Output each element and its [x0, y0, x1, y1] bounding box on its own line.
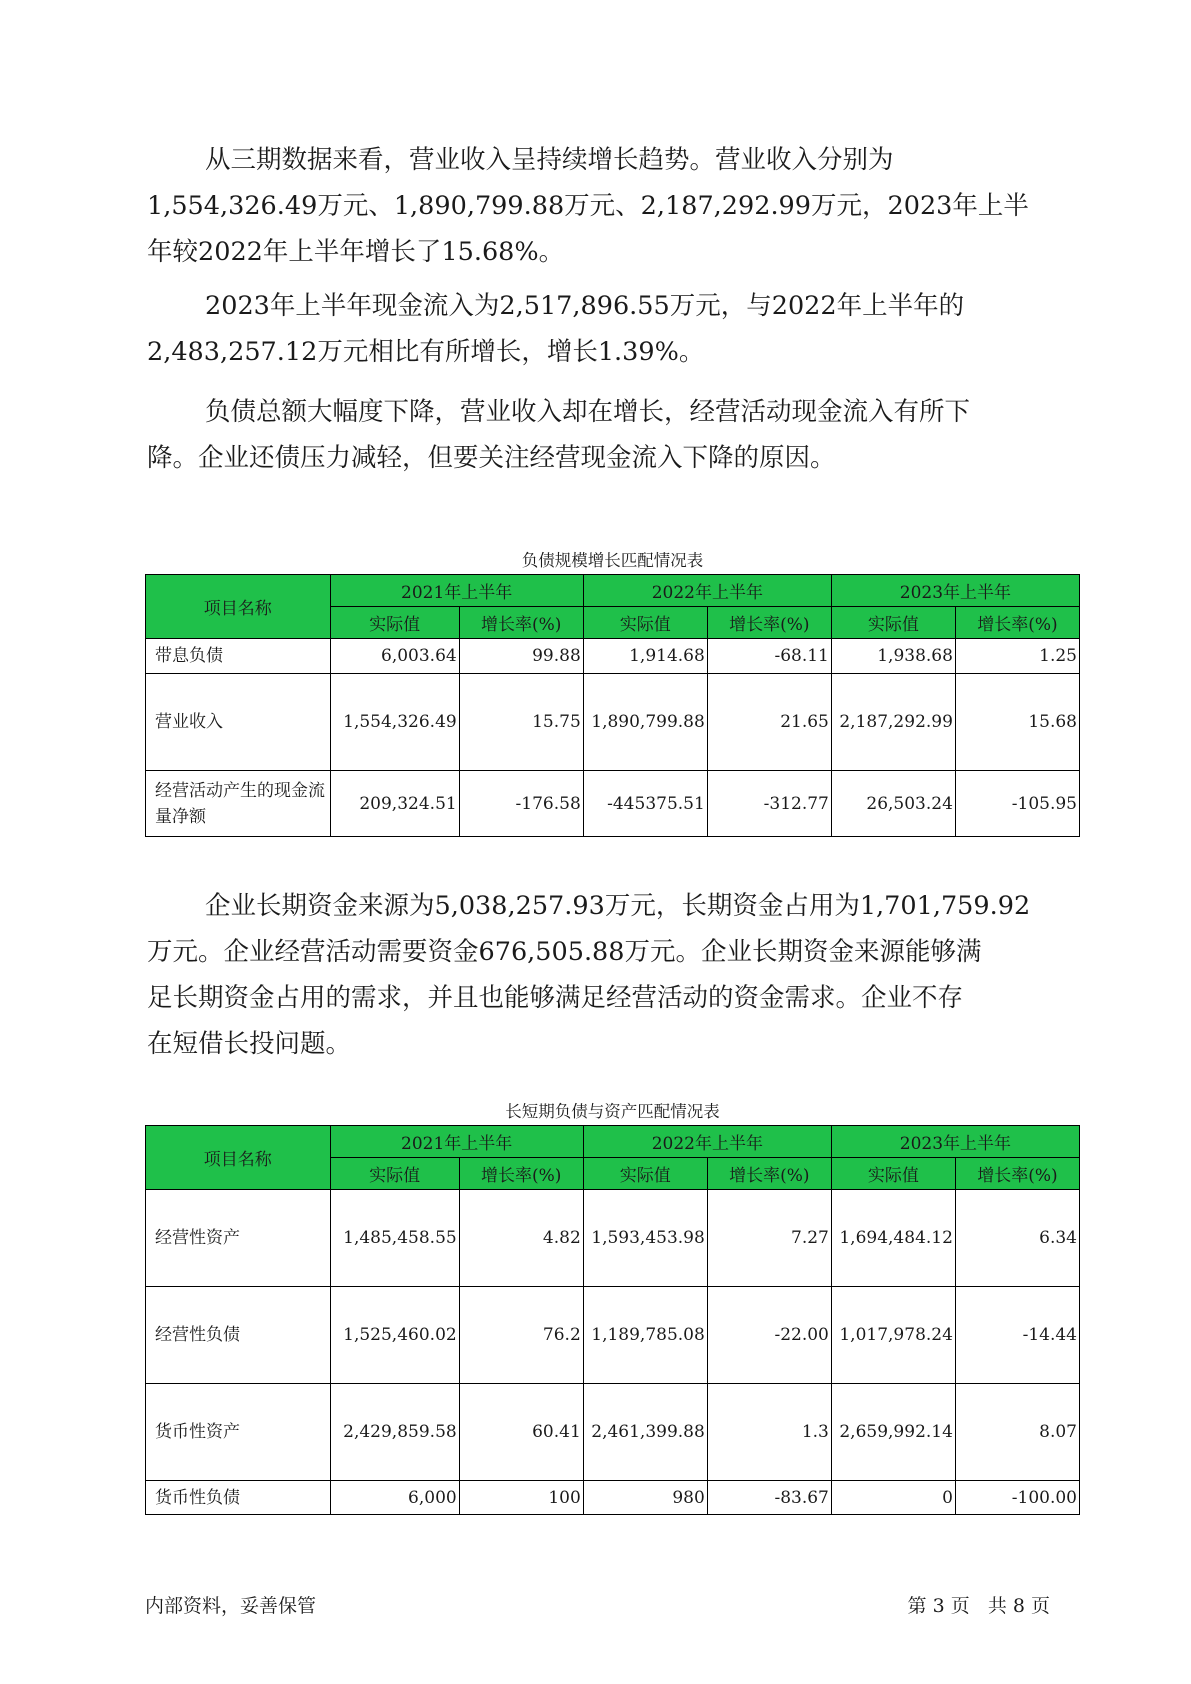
footer-page-number: 第 3 页 共 8 页 — [907, 1595, 1050, 1617]
cell-value: 15.75 — [459, 674, 583, 771]
header-actual: 实际值 — [330, 607, 459, 639]
table-row — [146, 1190, 1080, 1287]
cell-value: 15.68 — [955, 674, 1079, 771]
cell-value: 99.88 — [459, 639, 583, 674]
table-row — [146, 1287, 1080, 1384]
row-name: 经营性负债 — [146, 1287, 331, 1384]
paragraph-debt — [147, 389, 1077, 481]
cell-value: -100.00 — [955, 1481, 1079, 1515]
cell-value: 1,694,484.12 — [831, 1190, 955, 1287]
cell-value: 100 — [459, 1481, 583, 1515]
cell-value: 209,324.51 — [330, 771, 459, 837]
header-growth: 增长率(%) — [459, 1158, 583, 1190]
cell-value: -83.67 — [707, 1481, 831, 1515]
header-item-name: 项目名称 — [146, 1126, 331, 1190]
header-period-2022: 2022年上半年 — [583, 1126, 831, 1158]
cell-value: 6,000 — [330, 1481, 459, 1515]
header-growth: 增长率(%) — [459, 607, 583, 639]
cell-value: 1.3 — [707, 1384, 831, 1481]
paragraph-line: 降。企业还债压力减轻，但要关注经营现金流入下降的原因。 — [147, 443, 836, 473]
cell-value: 1,938.68 — [831, 639, 955, 674]
cell-value: 1,017,978.24 — [831, 1287, 955, 1384]
cell-value: 1,554,326.49 — [330, 674, 459, 771]
header-actual: 实际值 — [583, 1158, 707, 1190]
table-row — [146, 771, 1080, 837]
header-period-2023: 2023年上半年 — [831, 1126, 1079, 1158]
paragraph-line: 2023年上半年现金流入为2,517,896.55万元，与2022年上半年的 — [205, 291, 965, 321]
cell-value: -14.44 — [955, 1287, 1079, 1384]
table-row — [146, 1384, 1080, 1481]
cell-value: 0 — [831, 1481, 955, 1515]
cell-value: 60.41 — [459, 1384, 583, 1481]
cell-value: -176.58 — [459, 771, 583, 837]
cell-value: -312.77 — [707, 771, 831, 837]
table1-caption: 负债规模增长匹配情况表 — [521, 551, 704, 570]
row-name: 带息负债 — [146, 639, 331, 674]
header-actual: 实际值 — [831, 607, 955, 639]
cell-value: 1,485,458.55 — [330, 1190, 459, 1287]
cell-value: 7.27 — [707, 1190, 831, 1287]
header-growth: 增长率(%) — [707, 607, 831, 639]
header-period-2022: 2022年上半年 — [583, 575, 831, 607]
cell-value: 1,593,453.98 — [583, 1190, 707, 1287]
paragraph-line: 2,483,257.12万元相比有所增长，增长1.39%。 — [147, 337, 705, 367]
cell-value: -105.95 — [955, 771, 1079, 837]
header-growth: 增长率(%) — [955, 1158, 1079, 1190]
header-actual: 实际值 — [583, 607, 707, 639]
paragraph-long-term-funds — [147, 883, 1077, 1067]
row-name: 经营活动产生的现金流量净额 — [146, 771, 331, 837]
cell-value: -445375.51 — [583, 771, 707, 837]
table2-caption: 长短期负债与资产匹配情况表 — [505, 1102, 720, 1121]
paragraph-line: 足长期资金占用的需求，并且也能够满足经营活动的资金需求。企业不存 — [147, 983, 964, 1013]
cell-value: -68.11 — [707, 639, 831, 674]
row-name: 货币性负债 — [146, 1481, 331, 1515]
header-actual: 实际值 — [330, 1158, 459, 1190]
cell-value: -22.00 — [707, 1287, 831, 1384]
header-period-2021: 2021年上半年 — [330, 1126, 583, 1158]
paragraph-line: 在短借长投问题。 — [147, 1029, 352, 1059]
table-row — [146, 639, 1080, 674]
cell-value: 2,429,859.58 — [330, 1384, 459, 1481]
cell-value: 26,503.24 — [831, 771, 955, 837]
cell-value: 980 — [583, 1481, 707, 1515]
header-growth: 增长率(%) — [707, 1158, 831, 1190]
cell-value: 76.2 — [459, 1287, 583, 1384]
debt-matching-table — [145, 574, 1080, 837]
paragraph-line: 企业长期资金来源为5,038,257.93万元，长期资金占用为1,701,759.92 — [205, 891, 1031, 921]
cell-value: 6.34 — [955, 1190, 1079, 1287]
cell-value: 1,914.68 — [583, 639, 707, 674]
cell-value: 8.07 — [955, 1384, 1079, 1481]
cell-value: 2,461,399.88 — [583, 1384, 707, 1481]
row-name: 经营性资产 — [146, 1190, 331, 1287]
cell-value: 21.65 — [707, 674, 831, 771]
row-name: 营业收入 — [146, 674, 331, 771]
header-actual: 实际值 — [831, 1158, 955, 1190]
footer-confidential-note: 内部资料，妥善保管 — [145, 1595, 317, 1617]
cell-value: 1,525,460.02 — [330, 1287, 459, 1384]
cell-value: 2,187,292.99 — [831, 674, 955, 771]
header-period-2023: 2023年上半年 — [831, 575, 1079, 607]
header-growth: 增长率(%) — [955, 607, 1079, 639]
cell-value: 1,890,799.88 — [583, 674, 707, 771]
paragraph-line: 从三期数据来看，营业收入呈持续增长趋势。营业收入分别为 — [205, 145, 894, 175]
paragraph-revenue — [147, 137, 1077, 275]
paragraph-cash-inflow — [147, 283, 1077, 375]
row-name: 货币性资产 — [146, 1384, 331, 1481]
paragraph-line: 1,554,326.49万元、1,890,799.88万元、2,187,292.99万元，2023年上半 — [147, 191, 1029, 221]
header-period-2021: 2021年上半年 — [330, 575, 583, 607]
paragraph-line: 负债总额大幅度下降，营业收入却在增长，经营活动现金流入有所下 — [205, 397, 971, 427]
paragraph-line: 年较2022年上半年增长了15.68%。 — [147, 237, 565, 267]
cell-value: 1,189,785.08 — [583, 1287, 707, 1384]
cell-value: 6,003.64 — [330, 639, 459, 674]
header-item-name: 项目名称 — [146, 575, 331, 639]
paragraph-line: 万元。企业经营活动需要资金676,505.88万元。企业长期资金来源能够满 — [147, 937, 982, 967]
table-row — [146, 1481, 1080, 1515]
asset-liability-matching-table — [145, 1125, 1080, 1515]
cell-value: 2,659,992.14 — [831, 1384, 955, 1481]
cell-value: 4.82 — [459, 1190, 583, 1287]
table-row — [146, 674, 1080, 771]
cell-value: 1.25 — [955, 639, 1079, 674]
